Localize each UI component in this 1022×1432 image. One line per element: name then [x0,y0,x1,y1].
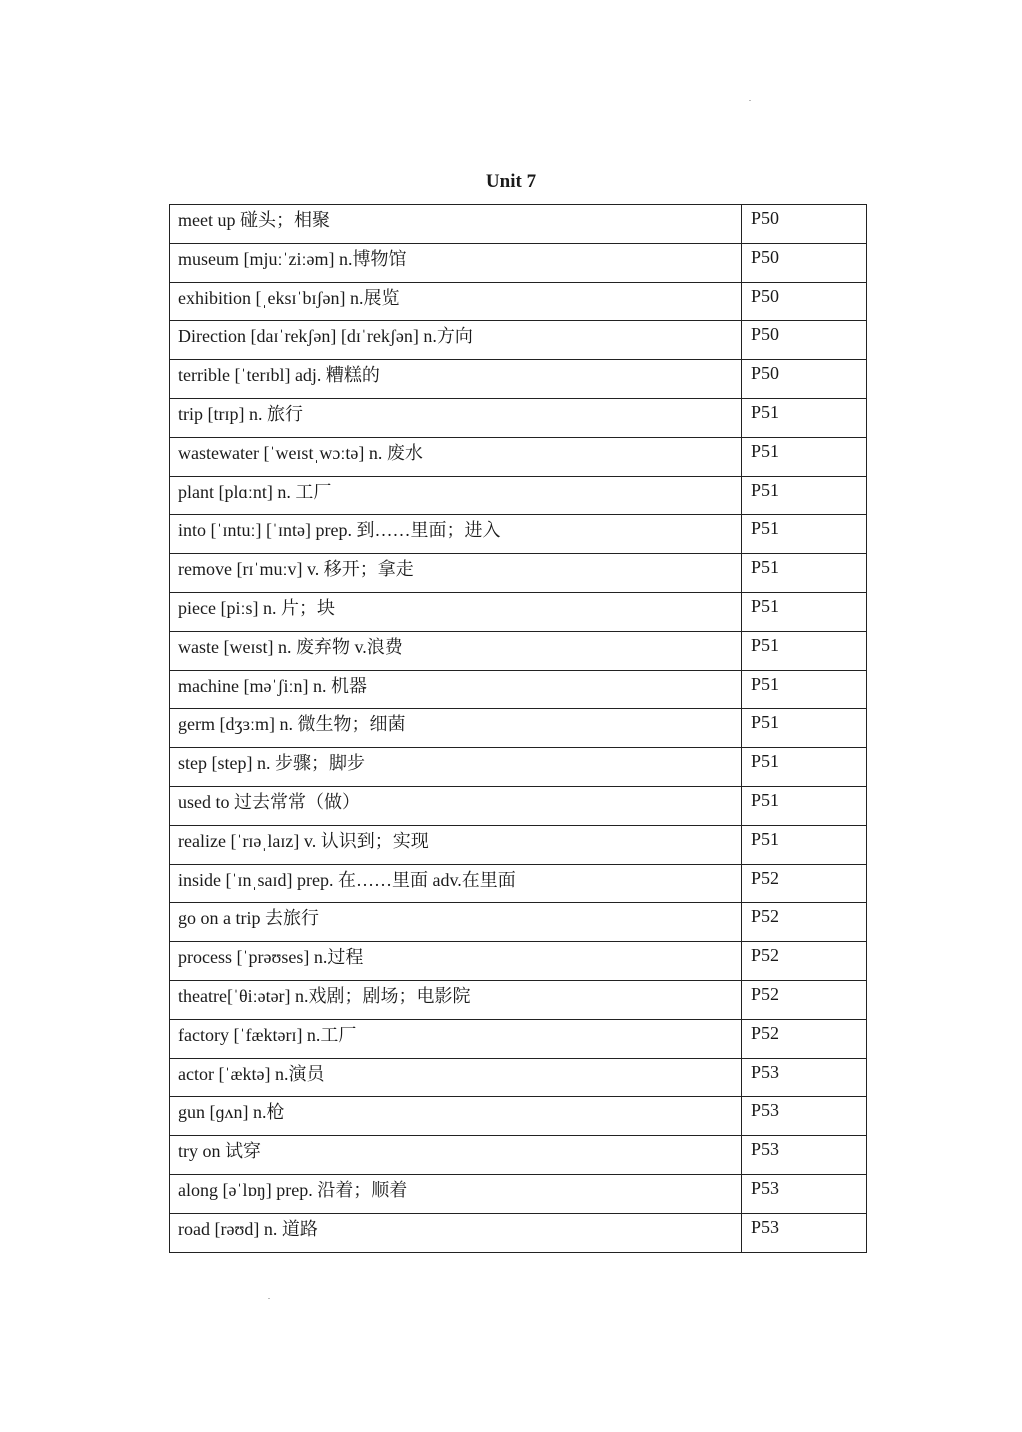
page-reference: P52 [742,942,867,981]
vocab-entry: machine [məˈʃiːn] n. 机器 [170,670,742,709]
page-reference: P53 [742,1097,867,1136]
page-title: Unit 7 [485,171,537,192]
vocab-entry: remove [rɪˈmuːv] v. 移开；拿走 [170,554,742,593]
vocab-entry: meet up 碰头；相聚 [170,205,742,244]
vocab-entry: realize [ˈrɪəˌlaɪz] v. 认识到；实现 [170,825,742,864]
table-row [170,1058,867,1097]
table-row [170,903,867,942]
page-reference: P53 [742,1136,867,1175]
page-reference: P50 [742,321,867,360]
table-row [170,398,867,437]
vocab-entry: museum [mjuːˈziːəm] n.博物馆 [170,243,742,282]
page-reference: P51 [742,786,867,825]
table-row [170,476,867,515]
vocab-entry: theatre[ˈθiːətər] n.戏剧；剧场；电影院 [170,980,742,1019]
vocab-entry: gun [ɡʌn] n.枪 [170,1097,742,1136]
table-row [170,1019,867,1058]
vocabulary-table-body [170,205,867,1253]
page-reference: P51 [742,748,867,787]
page-reference: P50 [742,360,867,399]
table-row [170,786,867,825]
page-reference: P53 [742,1213,867,1252]
vocab-entry: wastewater [ˈweɪstˌwɔːtə] n. 废水 [170,437,742,476]
page-reference: P51 [742,709,867,748]
page-reference: P50 [742,243,867,282]
table-row [170,825,867,864]
vocab-entry: actor [ˈæktə] n.演员 [170,1058,742,1097]
page-reference: P51 [742,398,867,437]
page-reference: P52 [742,1019,867,1058]
table-row [170,554,867,593]
page-reference: P50 [742,282,867,321]
page-reference: P53 [742,1058,867,1097]
table-row [170,437,867,476]
page-reference: P51 [742,437,867,476]
table-row [170,864,867,903]
vocab-entry: piece [piːs] n. 片；块 [170,592,742,631]
table-row [170,515,867,554]
table-row [170,1136,867,1175]
table-row [170,670,867,709]
page-reference: P53 [742,1174,867,1213]
page-reference: P52 [742,864,867,903]
scan-speck [268,1298,270,1299]
vocab-entry: germ [dʒɜːm] n. 微生物；细菌 [170,709,742,748]
table-row [170,942,867,981]
vocab-entry: go on a trip 去旅行 [170,903,742,942]
table-row [170,709,867,748]
table-row [170,631,867,670]
table-row [170,592,867,631]
vocab-entry: Direction [daɪˈrekʃən] [dɪˈrekʃən] n.方向 [170,321,742,360]
page-reference: P52 [742,903,867,942]
table-row [170,243,867,282]
page-reference: P52 [742,980,867,1019]
vocab-entry: into [ˈɪntuː] [ˈɪntə] prep. 到……里面；进入 [170,515,742,554]
table-row [170,1097,867,1136]
page-reference: P51 [742,825,867,864]
table-row [170,980,867,1019]
vocab-entry: exhibition [ˌeksɪˈbɪʃən] n.展览 [170,282,742,321]
page-reference: P51 [742,515,867,554]
page-reference: P51 [742,554,867,593]
table-row [170,282,867,321]
page-reference: P50 [742,205,867,244]
vocab-entry: along [əˈlɒŋ] prep. 沿着；顺着 [170,1174,742,1213]
vocab-entry: trip [trɪp] n. 旅行 [170,398,742,437]
vocabulary-table [169,204,867,1253]
vocab-entry: plant [plɑːnt] n. 工厂 [170,476,742,515]
vocab-entry: inside [ˈɪnˌsaɪd] prep. 在……里面 adv.在里面 [170,864,742,903]
table-row [170,748,867,787]
vocab-entry: road [rəʊd] n. 道路 [170,1213,742,1252]
vocab-entry: used to 过去常常（做） [170,786,742,825]
table-row [170,205,867,244]
vocab-entry: waste [weɪst] n. 废弃物 v.浪费 [170,631,742,670]
table-row [170,1174,867,1213]
table-row [170,321,867,360]
vocab-entry: step [step] n. 步骤；脚步 [170,748,742,787]
scan-speck [749,100,751,101]
vocab-entry: terrible [ˈterɪbl] adj. 糟糕的 [170,360,742,399]
page-reference: P51 [742,631,867,670]
vocab-entry: factory [ˈfæktərɪ] n.工厂 [170,1019,742,1058]
vocab-entry: process [ˈprəʊses] n.过程 [170,942,742,981]
table-row [170,1213,867,1252]
page-reference: P51 [742,670,867,709]
page-reference: P51 [742,476,867,515]
page-reference: P51 [742,592,867,631]
vocab-entry: try on 试穿 [170,1136,742,1175]
table-row [170,360,867,399]
